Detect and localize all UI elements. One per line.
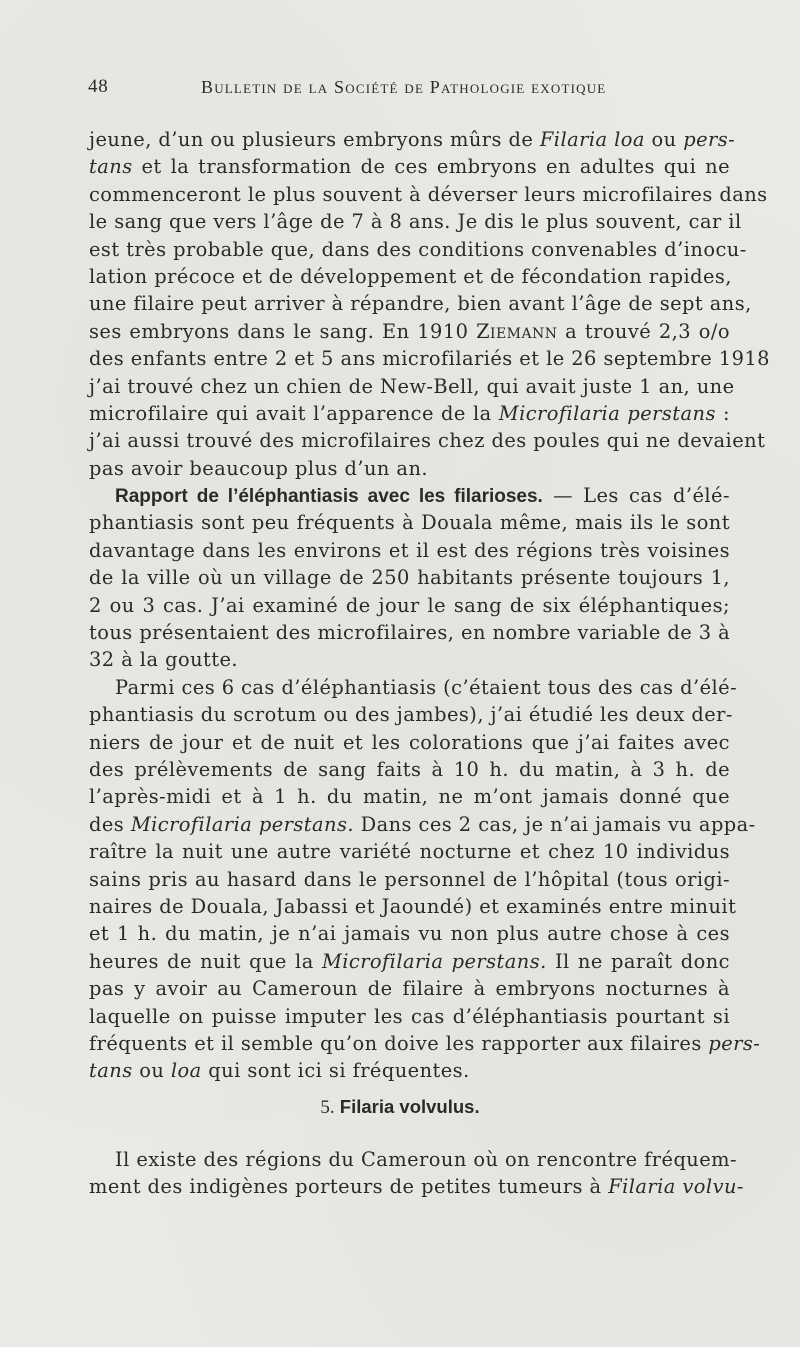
- text-line: [89, 783, 730, 810]
- section-title: Filaria volvulus.: [339, 1096, 480, 1117]
- text-line: [89, 236, 747, 263]
- text-run: :: [715, 401, 730, 425]
- text-line: [89, 509, 730, 536]
- text-run: l’après-midi et à 1 h. du matin, ne m’ont jamais donné que: [89, 785, 730, 809]
- text-run: a trouvé 2,3 o/o: [557, 319, 730, 343]
- text-run: Filaria volvu-: [608, 1175, 744, 1199]
- text-run: Il existe des régions du Cameroun où on rencontre fréquem-: [115, 1148, 738, 1171]
- text-run: Microfilaria perstans.: [130, 812, 354, 836]
- text-line: [89, 1146, 738, 1173]
- text-line: [89, 427, 766, 454]
- text-run: 2 ou 3 cas. J’ai examiné de jour le sang de six éléphantiques;: [89, 593, 730, 617]
- text-line: [89, 1030, 761, 1057]
- text-run: Dans ces 2 cas, je n’ai jamais vu appa-: [353, 812, 756, 836]
- text-run: pas y avoir au Cameroun de filaire à embryons nocturnes à: [89, 977, 730, 1001]
- text-run: Microfilaria perstans: [498, 401, 716, 425]
- text-run: 32 à la goutte.: [89, 648, 239, 672]
- text-line: [89, 455, 730, 482]
- text-line: [89, 674, 738, 701]
- section-number: 5.: [320, 1097, 335, 1118]
- text-line: [89, 619, 730, 646]
- text-run: Filaria loa: [539, 128, 645, 151]
- text-run: ou: [644, 128, 684, 151]
- text-line: [89, 646, 730, 673]
- text-line: [89, 756, 730, 783]
- text-line: [89, 181, 768, 208]
- text-line: [89, 208, 742, 235]
- text-run: Parmi ces 6 cas d’éléphantiasis (c’étaient tous des cas d’élé-: [115, 675, 738, 699]
- text-line: [89, 263, 730, 290]
- text-run: lation précoce et de développement et de fécondation rapides,: [89, 264, 732, 288]
- text-run: Microfilaria perstans.: [321, 949, 547, 973]
- text-line: [89, 373, 735, 400]
- text-run: commenceront le plus souvent à déverser leurs microfilaires dans: [89, 182, 768, 206]
- text-line: [89, 838, 730, 865]
- text-run: sains pris au hasard dans le personnel de l’hôpital (tous origi-: [89, 867, 730, 891]
- text-line: [89, 1173, 744, 1200]
- text-run: phantiasis du scrotum ou des jambes), j’ai étudié les deux der-: [89, 703, 733, 727]
- text-run: est très probable que, dans des conditions convenables d’inocu-: [89, 237, 747, 261]
- text-line: [89, 400, 730, 427]
- text-line: [89, 537, 730, 564]
- text-run: des enfants entre 2 et 5 ans microfilariés et le 26 septembre 1918: [89, 347, 770, 371]
- text-line: [89, 1057, 730, 1084]
- text-run: le sang que vers l’âge de 7 à 8 ans. Je dis le plus souvent, car il: [89, 210, 742, 234]
- text-run: ou: [132, 1059, 171, 1083]
- text-run: fréquents et il semble qu’on doive les rapporter aux filaires: [89, 1031, 709, 1055]
- text-run: davantage dans les environs et il est des régions très voisines: [89, 538, 730, 562]
- text-line: [89, 920, 730, 947]
- text-run: tans: [89, 155, 133, 179]
- text-line: [89, 948, 730, 975]
- text-run: Il ne paraît donc: [546, 949, 730, 973]
- text-line: [89, 866, 730, 893]
- text-run: heures de nuit que la: [89, 949, 322, 973]
- body-text: [89, 126, 770, 1085]
- text-run: jeune, d’un ou plusieurs embryons mûrs de: [89, 128, 540, 151]
- text-line: [89, 729, 730, 756]
- text-run: naires de Douala, Jabassi et Jaoundé) et examinés entre minuit: [89, 894, 737, 918]
- text-line: [89, 701, 733, 728]
- text-run: pers-: [683, 128, 736, 151]
- text-run: ment des indigènes porteurs de petites tumeurs à: [89, 1175, 609, 1199]
- text-run: pers-: [708, 1031, 761, 1055]
- text-run: phantiasis sont peu fréquents à Douala même, mais ils le sont: [89, 511, 730, 535]
- body-text-continued: [89, 1146, 744, 1201]
- text-line: [89, 318, 730, 345]
- page-number: 48: [88, 76, 109, 97]
- text-run: des: [89, 812, 131, 836]
- text-line: [89, 290, 752, 317]
- text-run: tans: [89, 1059, 133, 1083]
- running-head: [88, 76, 734, 100]
- text-line: [89, 1003, 730, 1030]
- text-line: [89, 153, 730, 180]
- text-line: [89, 482, 730, 509]
- text-run: et la transformation de ces embryons en adultes qui ne: [132, 155, 730, 179]
- text-run: laquelle on puisse imputer les cas d’éléphantiasis pourtant si: [89, 1004, 730, 1028]
- text-run: et 1 h. du matin, je n’ai jamais vu non plus autre chose à ces: [89, 922, 730, 946]
- text-line: [89, 564, 730, 591]
- text-run: — Les cas d’élé-: [542, 484, 730, 508]
- text-run: une filaire peut arriver à répandre, bien avant l’âge de sept ans,: [89, 292, 752, 316]
- text-run: tous présentaient des microfilaires, en nombre variable de 3 à: [89, 621, 731, 645]
- text-run: microfilaire qui avait l’apparence de la: [89, 401, 499, 425]
- text-run: de la ville où un village de 250 habitants présente toujours 1,: [89, 566, 730, 590]
- text-line: [89, 975, 730, 1002]
- text-run: niers de jour et de nuit et les colorations que j’ai faites avec: [89, 730, 730, 754]
- text-run: j’ai aussi trouvé des microfilaires chez des poules qui ne devaient: [89, 429, 766, 453]
- text-run: pas avoir beaucoup plus d’un an.: [89, 456, 428, 480]
- section-heading: [0, 1096, 800, 1119]
- text-line: [89, 126, 736, 153]
- text-run: Ziemann: [476, 319, 558, 343]
- text-line: [89, 811, 756, 838]
- text-line: [89, 893, 737, 920]
- paragraph-heading: Rapport de l’éléphantiasis avec les filarioses.: [115, 486, 543, 508]
- text-run: j’ai trouvé chez un chien de New-Bell, qui avait juste 1 an, une: [89, 374, 735, 398]
- text-run: loa: [170, 1059, 202, 1083]
- text-run: des prélèvements de sang faits à 10 h. du matin, à 3 h. de: [89, 757, 730, 781]
- text-run: ses embryons dans le sang. En 1910: [89, 319, 477, 343]
- journal-title: Bulletin de la Société de Pathologie exotique: [201, 77, 607, 97]
- text-line: [89, 345, 770, 372]
- text-line: [89, 592, 730, 619]
- text-run: qui sont ici si fréquentes.: [201, 1059, 470, 1083]
- text-run: raître la nuit une autre variété nocturne et chez 10 individus: [89, 840, 730, 864]
